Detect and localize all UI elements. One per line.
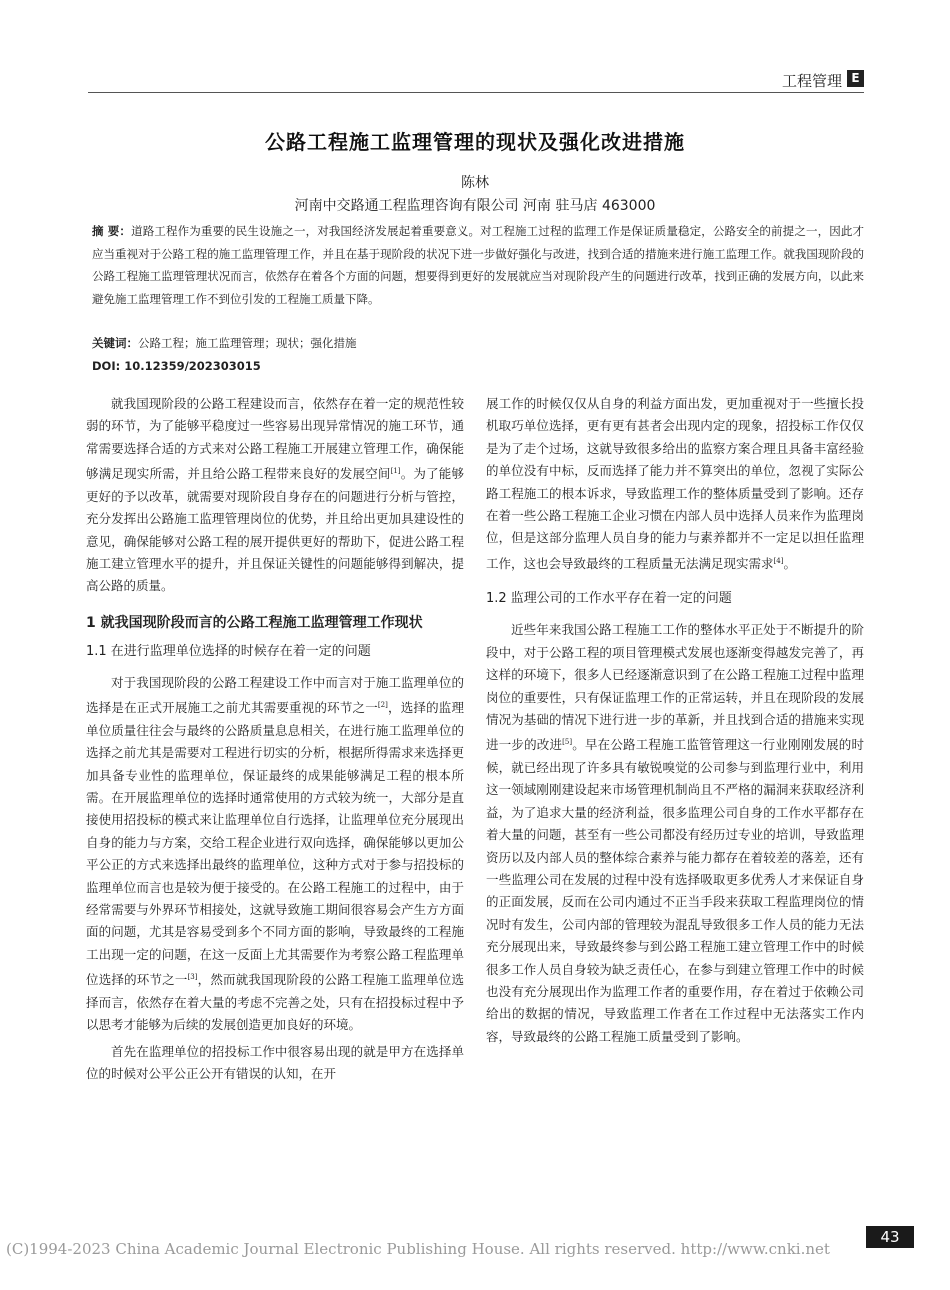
section-1-2-heading: 1.2 监理公司的工作水平存在着一定的问题: [486, 591, 732, 607]
journal-name: 工程管理: [781, 72, 842, 90]
abstract-label: 摘 要：: [92, 224, 132, 238]
header-rule: [88, 92, 864, 93]
section-1-heading: 1 就我国现阶段而言的公路工程施工监理管理工作现状: [86, 614, 423, 631]
citation: [2]: [377, 701, 388, 710]
abstract: [92, 220, 864, 310]
journal-logo-icon: E: [847, 70, 864, 87]
citation: [1]: [390, 467, 401, 476]
abstract-text: 道路工程作为重要的民生设施之一，对我国经济发展起着重要意义。对工程施工过程的监理工作是保证质量稳定，公路安全的前提之一，因此才应当重视对于公路工程的施工监理管理工作，并且在基于现阶段的状况下进一步做好强化与改进，找到合适的措施来进行施工监理工作。就我国现阶段的公路工程施工监理管理状况而言，依然存在着各个方面的问题，想要得到更好的发展就应当对现阶段产生的问题进行改革，找到正确的发展方向，以此来避免施工监理管理工作不到位引发的工程施工质量下降。: [92, 224, 864, 306]
keywords: [92, 333, 864, 353]
page-number: 43: [866, 1226, 914, 1248]
left-column: [86, 393, 464, 1085]
copyright-notice: (C)1994-2023 China Academic Journal Electronic Publishing House. All rights reserved. http://www.cnki.net: [6, 1240, 830, 1258]
paragraph: 近些年来我国公路工程施工工作的整体水平正处于不断提升的阶段中，对于公路工程的项目管理模式发展也逐渐变得越发完善了，再这样的环境下，很多人已经逐渐意识到了在公路工程施工过程中监理岗位的重要性，只有保证监理工作的正常运转，并且在现阶段的发展情况为基础的情况下进行进一步的革新，并且找到合适的措施来实现进一步的改进[5]。早在公路工程施工监管管理这一行业刚刚发展的时候，就已经出现了许多具有敏锐嗅觉的公司参与到监理行业中，利用这一领域刚刚建设起来市场管理机制尚且不严格的漏洞来获取经济利益，为了追求大量的经济利益，很多监理公司自身的工作水平都存在着大量的问题，甚至有一些公司都没有经历过专业的培训，导致监理资历以及内部人员的整体综合素养与能力都存在着较差的落差，还有一些监理公司在发展的过程中没有选择吸取更多优秀人才来保证自身的正面发展，反而在公司内通过不正当手段来获取工程监理岗位的情况时有发生，公司内部的管理较为混乱导致很多工作人员的能力无法充分展现出来，导致最终参与到公路工程施工建立管理工作中的时候很多工作人员自身较为缺乏责任心，在参与到建立管理工作中的时候也没有充分展现出作为监理工作者的重要作用，存在着过于依赖公司给出的数据的情况，导致监理工作者在工作过程中无法落实工作内容，导致最终的公路工程施工质量受到了影响。: [486, 622, 864, 1044]
paragraph: 展工作的时候仅仅从自身的利益方面出发，更加重视对于一些擅长投机取巧单位选择，更有更有甚者会出现内定的现象，招投标工作仅仅是为了走个过场，这就导致很多给出的监察方案合理且具备丰富经验的单位没有中标，反而选择了能力并不算突出的单位，忽视了实际公路工程施工的根本诉求，导致监理工作的整体质量受到了影响。还存在着一些公路工程施工企业习惯在内部人员中选择人员来作为监理岗位，但是这部分监理人员自身的能力与素养都并不一定足以担任监理工作，这也会导致最终的工程质量无法满足现实需求[4]。: [486, 396, 864, 571]
keywords-text: 公路工程；施工监理管理；现状；强化措施: [138, 336, 357, 350]
citation: [5]: [562, 738, 573, 747]
affiliation: 河南中交路通工程监理咨询有限公司 河南 驻马店 463000: [294, 198, 656, 214]
citation: [4]: [773, 556, 784, 565]
paragraph: 首先在监理单位的招投标工作中很容易出现的就是甲方在选择单位的时候对公平公正公开有错误的认知，在开: [86, 1043, 464, 1082]
right-column: [486, 393, 864, 1048]
paragraph: 对于我国现阶段的公路工程建设工作中而言对于施工监理单位的选择是在正式开展施工之前尤其需要重视的环节之一[2]，选择的监理单位质量往往会与最终的公路质量息息相关，在进行施工监理单位的选择之前尤其是需要对工程进行切实的分析，根据所得需求来选择更加具备专业性的监理单位，保证最终的成果能够满足工程的根本所需。在开展监理单位的选择时通常使用的方式较为统一，大部分是直接使用招投标的模式来让监理单位自行选择，让监理单位充分展现出自身的能力与方案，交给工程企业进行双向选择，确保能够以更加公平公正的方式来选择出最终的监理单位，这种方式对于参与招投标的监理单位而言也是较为便于接受的。在公路工程施工的过程中，由于经常需要与外界环节相接处，这就导致施工期间很容易会产生方方面面的问题，尤其是容易受到多个不同方面的影响，导致最终的工程施工出现一定的问题，在这一反面上尤其需要作为考察公路工程监理单位选择的环节之一[3]，然而就我国现阶段的公路工程施工监理单位选择而言，依然存在着大量的考虑不完善之处，只有在招投标过程中予以思考才能够为后续的发展创造更加良好的环境。: [86, 674, 464, 1033]
paragraph: 就我国现阶段的公路工程建设而言，依然存在着一定的规范性较弱的环节，为了能够平稳度过一些容易出现异常情况的施工环节，通常需要选择合适的方式来对公路工程施工开展建立管理工作，确保能够满足现实所需，并且给公路工程带来良好的发展空间[1]。为了能够更好的予以改革，就需要对现阶段自身存在的问题进行分析与管控，充分发挥出公路施工监理管理岗位的优势，并且给出更加具建设性的意见，确保能够对公路工程的展开提供更好的帮助下，促进公路工程施工建立管理水平的提升，并且保证关键性的问题能够得到解决，提高公路的质量。: [86, 396, 464, 594]
citation: [3]: [187, 973, 198, 982]
keywords-label: 关键词：: [92, 336, 138, 350]
author: 陈林: [461, 175, 489, 191]
doi: DOI: 10.12359/202303015: [92, 359, 261, 373]
section-1-1-heading: 1.1 在进行监理单位选择的时候存在着一定的问题: [86, 643, 371, 659]
article-title: 公路工程施工监理管理的现状及强化改进措施: [265, 130, 685, 154]
